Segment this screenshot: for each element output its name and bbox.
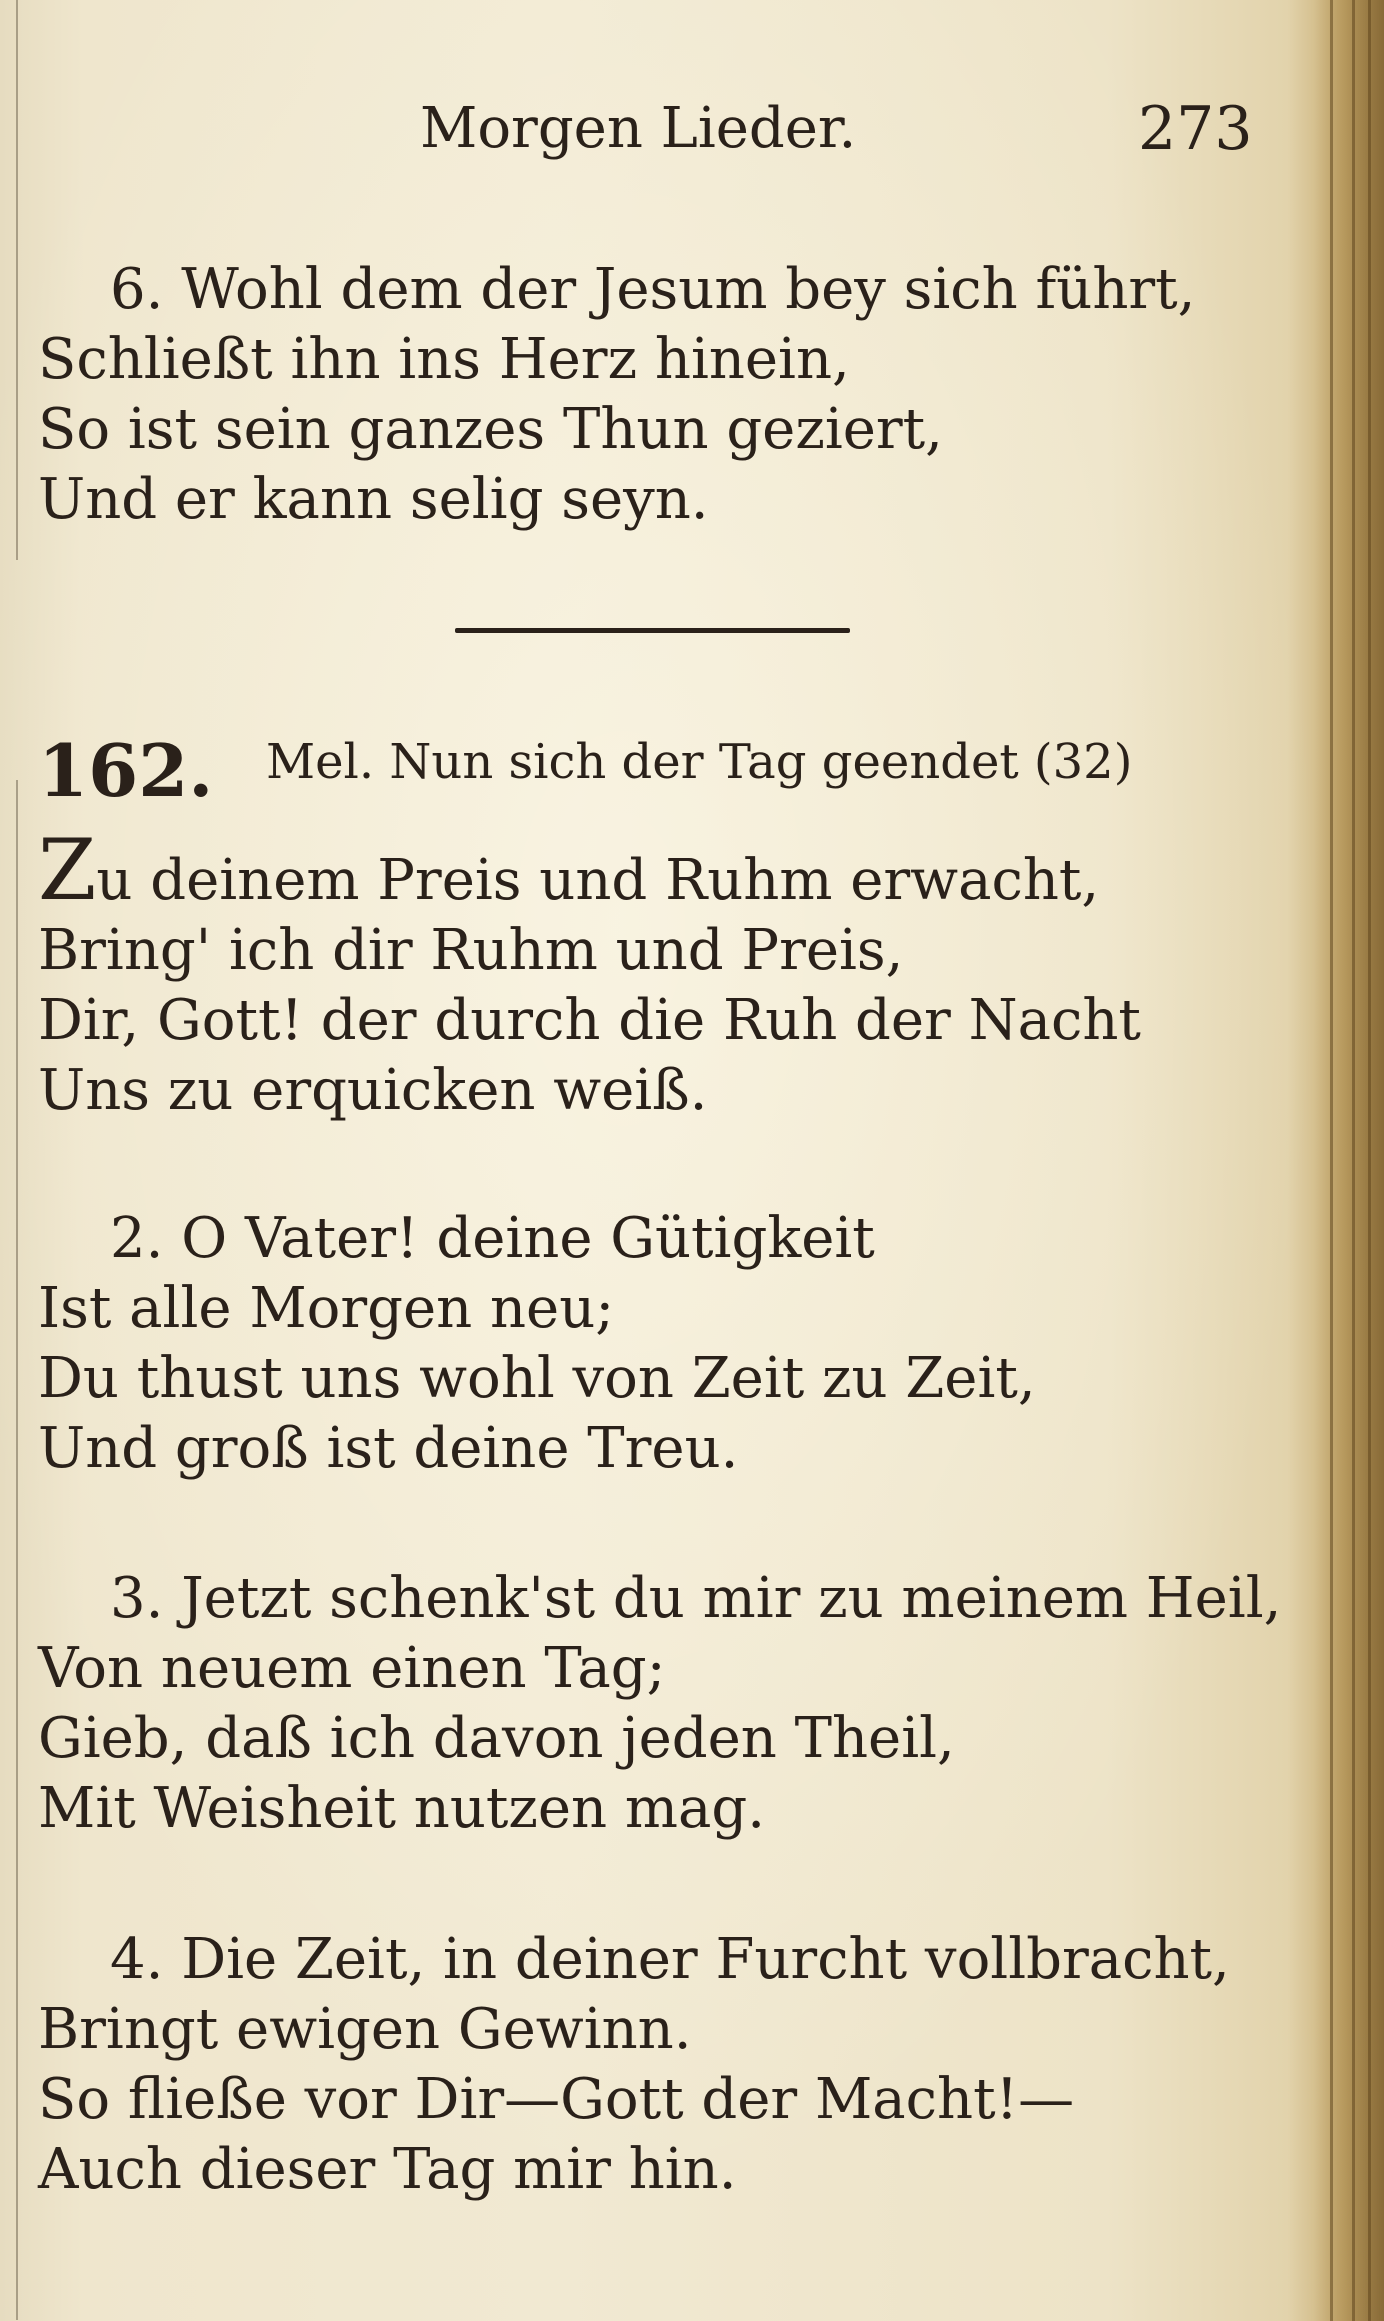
- hymn-number: 162.: [38, 728, 214, 813]
- page-number: 273: [1138, 94, 1253, 164]
- verse-line: [38, 821, 1141, 919]
- verse-line: Mit Weisheit nutzen mag.: [38, 1776, 766, 1841]
- hymn-melody: Mel. Nun sich der Tag geendet (32): [266, 734, 1133, 790]
- page-edge-line: [1368, 0, 1371, 2321]
- verse-line: Und er kann selig seyn.: [38, 467, 709, 532]
- verse-line: Gieb, daß ich davon jeden Theil,: [38, 1706, 955, 1771]
- verse-line: Uns zu erquicken weiß.: [38, 1058, 708, 1123]
- running-header-title: Morgen Lieder.: [420, 96, 857, 161]
- hymn-divider-rule: [455, 628, 850, 633]
- page-edge-line: [1330, 0, 1333, 2321]
- verse-line: Dir, Gott! der durch die Ruh der Nacht: [38, 988, 1141, 1053]
- left-margin-rule: [16, 0, 18, 560]
- verse-line: 3. Jetzt schenk'st du mir zu meinem Heil,: [110, 1566, 1282, 1631]
- verse-line-text: u deinem Preis und Ruhm erwacht,: [96, 848, 1100, 913]
- hymn-verse-2: [38, 1204, 1036, 1484]
- verse-line: 2. O Vater! deine Gütigkeit: [110, 1206, 875, 1271]
- verse-line: Bringt ewigen Gewinn.: [38, 1997, 692, 2062]
- left-margin-rule: [16, 780, 18, 2320]
- verse-line: Von neuem einen Tag;: [38, 1636, 666, 1701]
- verse-line: Schließt ihn ins Herz hinein,: [38, 327, 850, 392]
- page-edge-shadow: [1314, 0, 1384, 2321]
- verse-line: Ist alle Morgen neu;: [38, 1276, 615, 1341]
- verse-line: 6. Wohl dem der Jesum bey sich führt,: [110, 257, 1196, 322]
- verse-line: So ist sein ganzes Thun geziert,: [38, 397, 943, 462]
- page-edge-line: [1352, 0, 1355, 2321]
- previous-hymn-verse-6: [38, 255, 1195, 535]
- hymn-verse-4: [38, 1925, 1230, 2205]
- hymn-verse-3: [38, 1564, 1281, 1844]
- verse-line: Bring' ich dir Ruhm und Preis,: [38, 918, 904, 983]
- verse-line: 4. Die Zeit, in deiner Furcht vollbracht,: [110, 1927, 1230, 1992]
- verse-line: Auch dieser Tag mir hin.: [38, 2137, 737, 2202]
- verse-line: So fließe vor Dir—Gott der Macht!—: [38, 2067, 1075, 2132]
- verse-line: Du thust uns wohl von Zeit zu Zeit,: [38, 1346, 1036, 1411]
- hymn-verse-1: [38, 821, 1141, 1126]
- drop-cap: Z: [38, 821, 97, 919]
- verse-line: Und groß ist deine Treu.: [38, 1416, 739, 1481]
